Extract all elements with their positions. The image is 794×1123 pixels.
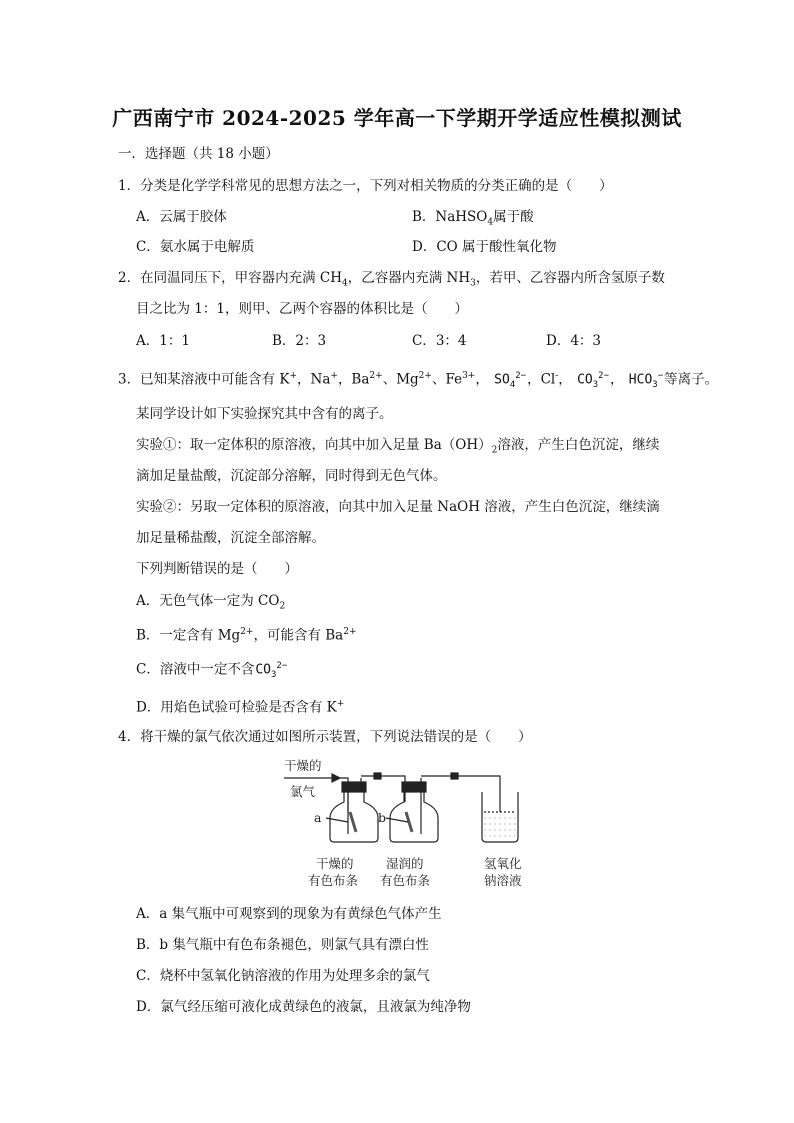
caption-wet-line2: 有色布条 <box>380 873 431 888</box>
tube-clamp-2 <box>451 773 458 779</box>
q3-exp2-line1: 实验②：另取一定体积的原溶液，向其中加入足量 NaOH 溶液，产生白色沉淀，继续滴 <box>136 499 660 515</box>
q4-stem: 4．将干燥的氯气依次通过如图所示装置，下列说法错误的是（ ） <box>118 729 532 745</box>
q2-stem-line2: 目之比为 1：1，则甲、乙两个容器的体积比是（ ） <box>136 301 468 317</box>
carbonate-ion: $CO_3^{2-}$ <box>255 661 288 680</box>
caption-naoh-line1: 氢氧化 <box>484 856 522 871</box>
label-b: b <box>378 810 387 825</box>
q4-option-d: D．氯气经压缩可液化成黄绿色的液氯，且液氯为纯净物 <box>136 999 471 1015</box>
caption-naoh-line2: 钠溶液 <box>484 873 522 888</box>
q3-option-a: A．无色气体一定为 $CO_2$ <box>136 593 286 612</box>
q1-option-a: A．云属于胶体 <box>136 209 227 225</box>
page-title: 广西南宁市 2024-2025 学年高一下学期开学适应性模拟测试 <box>112 106 682 130</box>
gas-bottle-a <box>326 782 378 842</box>
label-a: a <box>314 810 322 825</box>
carbonate-ion: $CO_3^{2-}$ <box>577 371 609 391</box>
q4-option-a: A．a 集气瓶中可观察到的现象为有黄绿色气体产生 <box>136 906 442 922</box>
q1-option-c: C．氨水属于电解质 <box>136 239 255 255</box>
q3-option-d: D．用焰色试验可检验是否含有 K+ <box>136 699 345 716</box>
bottle-a-outline <box>330 792 378 842</box>
bottle-b-outline <box>390 792 438 842</box>
q2-option-c: C．3：4 <box>412 333 467 349</box>
caption-wet-line1: 湿润的 <box>386 856 424 871</box>
solution-hatching <box>484 818 516 836</box>
q4-option-b: B．b 集气瓶中有色布条褪色，则氯气具有漂白性 <box>136 937 429 953</box>
sulfate-ion: $SO_4^{2-}$ <box>494 371 527 391</box>
q4-option-c: C．烧杯中氢氧化钠溶液的作用为处理多余的氯气 <box>136 968 430 984</box>
q1-option-b: B．NaHSO$_4$属于酸 <box>412 209 534 228</box>
label-b-pointer <box>386 818 408 822</box>
q3-line2: 某同学设计如下实验探究其中含有的离子。 <box>136 406 393 422</box>
q1-stem: 1．分类是化学学科常见的思想方法之一，下列对相关物质的分类正确的是（ ） <box>118 178 613 194</box>
inlet-label-line1: 干燥的 <box>284 758 322 773</box>
inlet-arrowhead <box>332 774 340 782</box>
q3-exp1-line1: 实验①：取一定体积的原溶液，向其中加入足量 $Ba(OH)_2$溶液，产生白色沉淀，继续 <box>136 437 660 456</box>
label-a-pointer <box>326 818 348 822</box>
section-heading: 一．选择题（共 18 小题） <box>118 146 279 162</box>
q3-stem: 3．已知某溶液中可能含有 K+，Na+，$Ba^{2+}$、$Mg^{2+}$、$Fe^{3+}$， $SO_4^{2-}$，Cl-， $CO_3^{2-}$， $HCO_3^-$等离子。 <box>118 366 718 395</box>
stopper-b <box>402 782 426 792</box>
q2-option-d: D．4：3 <box>546 333 602 349</box>
inlet-label-line2: 氯气 <box>290 784 316 799</box>
caption-dry-line1: 干燥的 <box>316 856 354 871</box>
gas-bottle-b <box>386 782 438 842</box>
q3-option-c: C．溶液中一定不含$CO_3^{2-}$ <box>136 656 288 685</box>
q1-option-d: D．CO 属于酸性氧化物 <box>412 239 557 255</box>
q3-option-b: B．一定含有 $Mg^{2+}$，可能含有 $Ba^{2+}$ <box>136 627 357 644</box>
stopper-a <box>342 782 366 792</box>
bicarbonate-ion: $HCO_3^-$ <box>628 371 664 391</box>
q2-option-b: B．2：3 <box>272 333 327 349</box>
connector-tube-1 <box>361 776 405 802</box>
q3-exp1-line2: 滴加足量盐酸，沉淀部分溶解，同时得到无色气体。 <box>136 468 447 484</box>
chlorine-apparatus-figure <box>270 752 570 897</box>
caption-dry-line2: 有色布条 <box>308 873 359 888</box>
q3-exp2-line2: 加足量稀盐酸，沉淀全部溶解。 <box>136 530 325 546</box>
q2-stem-line1: 2．在同温同压下，甲容器内充满 $CH_4$，乙容器内充满 $NH_3$，若甲、乙容器内所含氢原子数 <box>118 270 665 289</box>
dry-cloth-strip <box>350 812 356 832</box>
tube-clamp-1 <box>374 773 381 779</box>
q2-option-a: A．1：1 <box>136 333 190 349</box>
q3-ask: 下列判断错误的是（ ） <box>136 561 298 577</box>
